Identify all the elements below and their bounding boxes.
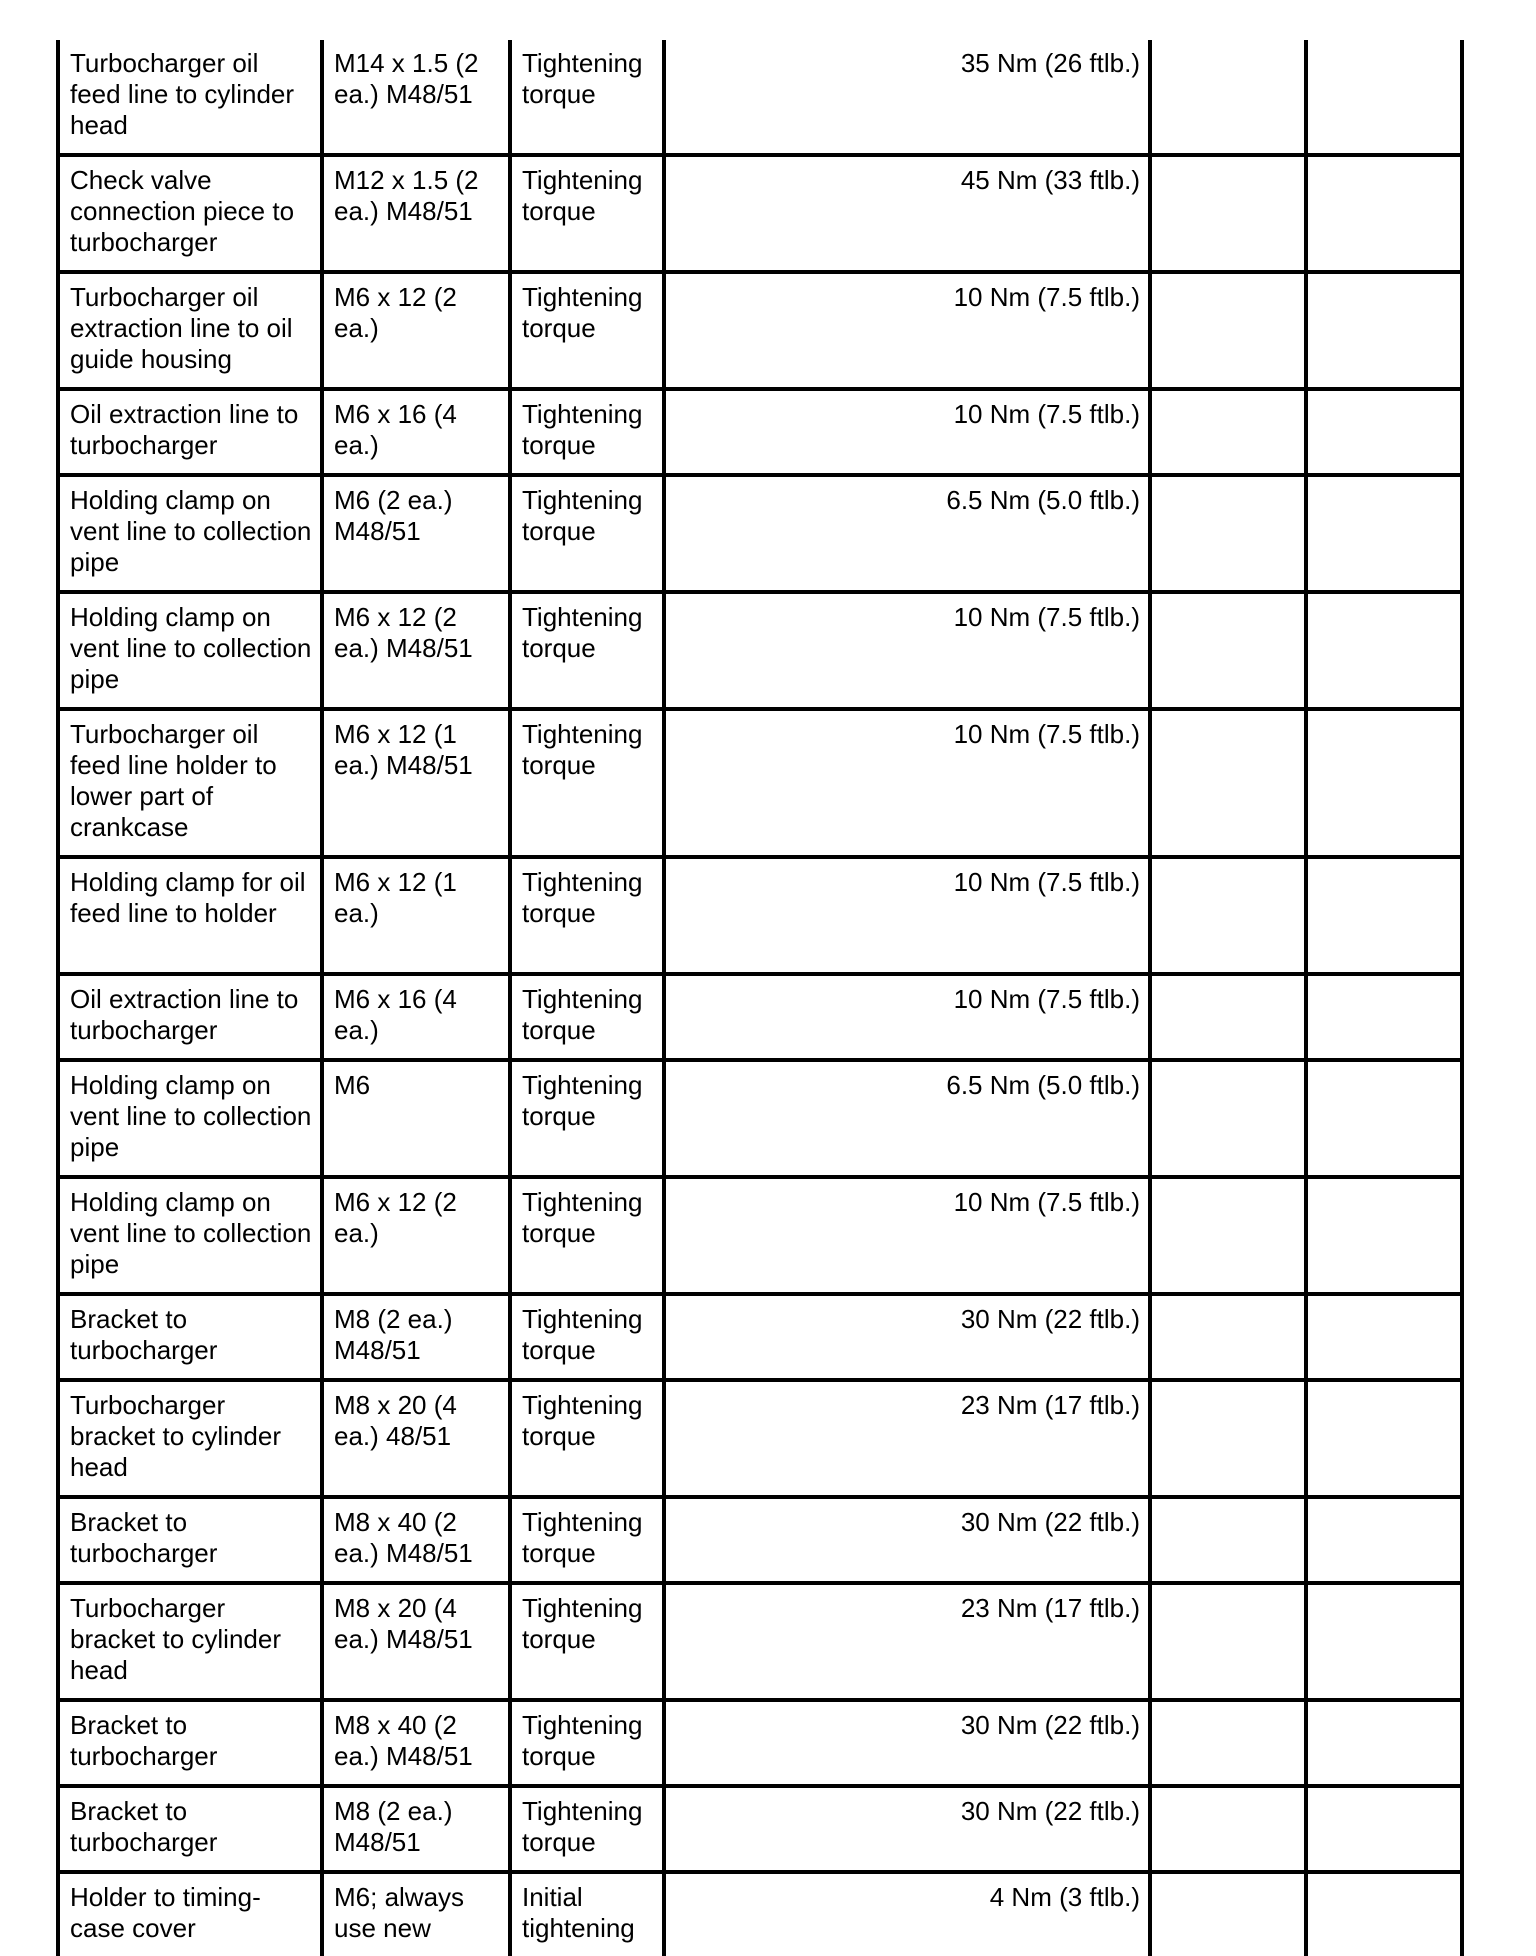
fastener-cell: M6 x 12 (1 ea.) [322, 857, 510, 974]
torque-value-cell: 10 Nm (7.5 ftlb.) [664, 272, 1150, 389]
blank-cell [1306, 857, 1462, 974]
blank-cell [1150, 1583, 1306, 1700]
blank-cell [1150, 155, 1306, 272]
component-cell: Holding clamp on vent line to collection pipe [58, 592, 322, 709]
spec-type-cell: Tightening torque [510, 389, 664, 475]
table-row [58, 1872, 1462, 1956]
component-cell: Turbocharger oil extraction line to oil guide housing [58, 272, 322, 389]
blank-cell [1306, 389, 1462, 475]
blank-cell [1150, 1872, 1306, 1956]
component-cell: Turbocharger bracket to cylinder head [58, 1583, 322, 1700]
component-cell: Bracket to turbocharger [58, 1786, 322, 1872]
blank-cell [1306, 272, 1462, 389]
blank-cell [1306, 974, 1462, 1060]
component-cell: Bracket to turbocharger [58, 1700, 322, 1786]
component-cell: Holding clamp on vent line to collection pipe [58, 475, 322, 592]
blank-cell [1306, 1294, 1462, 1380]
torque-value-cell: 23 Nm (17 ftlb.) [664, 1380, 1150, 1497]
spec-type-cell: Tightening torque [510, 1583, 664, 1700]
blank-cell [1306, 475, 1462, 592]
torque-value-cell: 10 Nm (7.5 ftlb.) [664, 592, 1150, 709]
blank-cell [1306, 1380, 1462, 1497]
torque-value-cell: 4 Nm (3 ftlb.) [664, 1872, 1150, 1956]
fastener-cell: M8 (2 ea.) M48/51 [322, 1786, 510, 1872]
blank-cell [1306, 1060, 1462, 1177]
blank-cell [1150, 272, 1306, 389]
component-cell: Turbocharger bracket to cylinder head [58, 1380, 322, 1497]
fastener-cell: M6 x 16 (4 ea.) [322, 974, 510, 1060]
table-row [58, 592, 1462, 709]
table-row [58, 1177, 1462, 1294]
spec-type-cell: Tightening torque [510, 1497, 664, 1583]
blank-cell [1150, 1700, 1306, 1786]
spec-type-cell: Tightening torque [510, 1060, 664, 1177]
spec-type-cell: Tightening torque [510, 709, 664, 857]
fastener-cell: M6 [322, 1060, 510, 1177]
component-cell: Check valve connection piece to turbocharger [58, 155, 322, 272]
torque-value-cell: 6.5 Nm (5.0 ftlb.) [664, 475, 1150, 592]
torque-value-cell: 6.5 Nm (5.0 ftlb.) [664, 1060, 1150, 1177]
torque-value-cell: 10 Nm (7.5 ftlb.) [664, 857, 1150, 974]
fastener-cell: M6 x 16 (4 ea.) [322, 389, 510, 475]
blank-cell [1150, 1177, 1306, 1294]
spec-type-cell: Tightening torque [510, 155, 664, 272]
fastener-cell: M6 (2 ea.) M48/51 [322, 475, 510, 592]
component-cell: Bracket to turbocharger [58, 1294, 322, 1380]
fastener-cell: M6 x 12 (2 ea.) [322, 1177, 510, 1294]
fastener-cell: M6 x 12 (2 ea.) M48/51 [322, 592, 510, 709]
component-cell: Holding clamp for oil feed line to holder [58, 857, 322, 974]
spec-type-cell: Tightening torque [510, 1294, 664, 1380]
component-cell: Turbocharger oil feed line holder to lower part of crankcase [58, 709, 322, 857]
torque-value-cell: 10 Nm (7.5 ftlb.) [664, 709, 1150, 857]
spec-type-cell: Tightening torque [510, 1177, 664, 1294]
table-row [58, 709, 1462, 857]
table-row [58, 1583, 1462, 1700]
torque-value-cell: 35 Nm (26 ftlb.) [664, 40, 1150, 155]
table-row [58, 272, 1462, 389]
torque-value-cell: 30 Nm (22 ftlb.) [664, 1294, 1150, 1380]
blank-cell [1150, 1497, 1306, 1583]
blank-cell [1150, 592, 1306, 709]
blank-cell [1306, 1700, 1462, 1786]
blank-cell [1150, 475, 1306, 592]
blank-cell [1306, 40, 1462, 155]
spec-type-cell: Tightening torque [510, 592, 664, 709]
component-cell: Oil extraction line to turbocharger [58, 389, 322, 475]
blank-cell [1150, 1060, 1306, 1177]
spec-type-cell: Tightening torque [510, 1700, 664, 1786]
torque-value-cell: 45 Nm (33 ftlb.) [664, 155, 1150, 272]
table-row [58, 155, 1462, 272]
spec-type-cell: Tightening torque [510, 857, 664, 974]
table-row [58, 475, 1462, 592]
table-row [58, 974, 1462, 1060]
table-row [58, 1060, 1462, 1177]
blank-cell [1306, 1583, 1462, 1700]
spec-type-cell: Tightening torque [510, 1380, 664, 1497]
blank-cell [1306, 155, 1462, 272]
table-row [58, 857, 1462, 974]
blank-cell [1150, 1294, 1306, 1380]
blank-cell [1150, 857, 1306, 974]
component-cell: Holding clamp on vent line to collection pipe [58, 1060, 322, 1177]
fastener-cell: M6 x 12 (2 ea.) [322, 272, 510, 389]
blank-cell [1150, 40, 1306, 155]
table-row [58, 1380, 1462, 1497]
blank-cell [1306, 1177, 1462, 1294]
blank-cell [1306, 592, 1462, 709]
blank-cell [1306, 709, 1462, 857]
blank-cell [1306, 1872, 1462, 1956]
blank-cell [1150, 709, 1306, 857]
table-row [58, 1294, 1462, 1380]
blank-cell [1150, 389, 1306, 475]
component-cell: Oil extraction line to turbocharger [58, 974, 322, 1060]
blank-cell [1150, 1786, 1306, 1872]
torque-value-cell: 10 Nm (7.5 ftlb.) [664, 974, 1150, 1060]
fastener-cell: M8 x 40 (2 ea.) M48/51 [322, 1497, 510, 1583]
blank-cell [1306, 1786, 1462, 1872]
table-row [58, 40, 1462, 155]
blank-cell [1150, 974, 1306, 1060]
spec-type-cell: Tightening torque [510, 40, 664, 155]
fastener-cell: M14 x 1.5 (2 ea.) M48/51 [322, 40, 510, 155]
table-row [58, 1700, 1462, 1786]
torque-value-cell: 10 Nm (7.5 ftlb.) [664, 389, 1150, 475]
spec-type-cell: Tightening torque [510, 475, 664, 592]
blank-cell [1150, 1380, 1306, 1497]
table-row [58, 389, 1462, 475]
fastener-cell: M12 x 1.5 (2 ea.) M48/51 [322, 155, 510, 272]
blank-cell [1306, 1497, 1462, 1583]
torque-value-cell: 30 Nm (22 ftlb.) [664, 1700, 1150, 1786]
torque-value-cell: 23 Nm (17 ftlb.) [664, 1583, 1150, 1700]
torque-value-cell: 30 Nm (22 ftlb.) [664, 1786, 1150, 1872]
component-cell: Bracket to turbocharger [58, 1497, 322, 1583]
spec-type-cell: Tightening torque [510, 974, 664, 1060]
spec-type-cell: Tightening torque [510, 1786, 664, 1872]
fastener-cell: M6 x 12 (1 ea.) M48/51 [322, 709, 510, 857]
component-cell: Holding clamp on vent line to collection pipe [58, 1177, 322, 1294]
table-row [58, 1786, 1462, 1872]
spec-type-cell: Tightening torque [510, 272, 664, 389]
component-cell: Holder to timing-case cover [58, 1872, 322, 1956]
fastener-cell: M8 x 20 (4 ea.) M48/51 [322, 1583, 510, 1700]
fastener-cell: M6; always use new [322, 1872, 510, 1956]
spec-type-cell: Initial tightening [510, 1872, 664, 1956]
table-row [58, 1497, 1462, 1583]
component-cell: Turbocharger oil feed line to cylinder head [58, 40, 322, 155]
torque-spec-table [56, 40, 1464, 1956]
fastener-cell: M8 x 20 (4 ea.) 48/51 [322, 1380, 510, 1497]
torque-value-cell: 30 Nm (22 ftlb.) [664, 1497, 1150, 1583]
fastener-cell: M8 x 40 (2 ea.) M48/51 [322, 1700, 510, 1786]
torque-value-cell: 10 Nm (7.5 ftlb.) [664, 1177, 1150, 1294]
fastener-cell: M8 (2 ea.) M48/51 [322, 1294, 510, 1380]
